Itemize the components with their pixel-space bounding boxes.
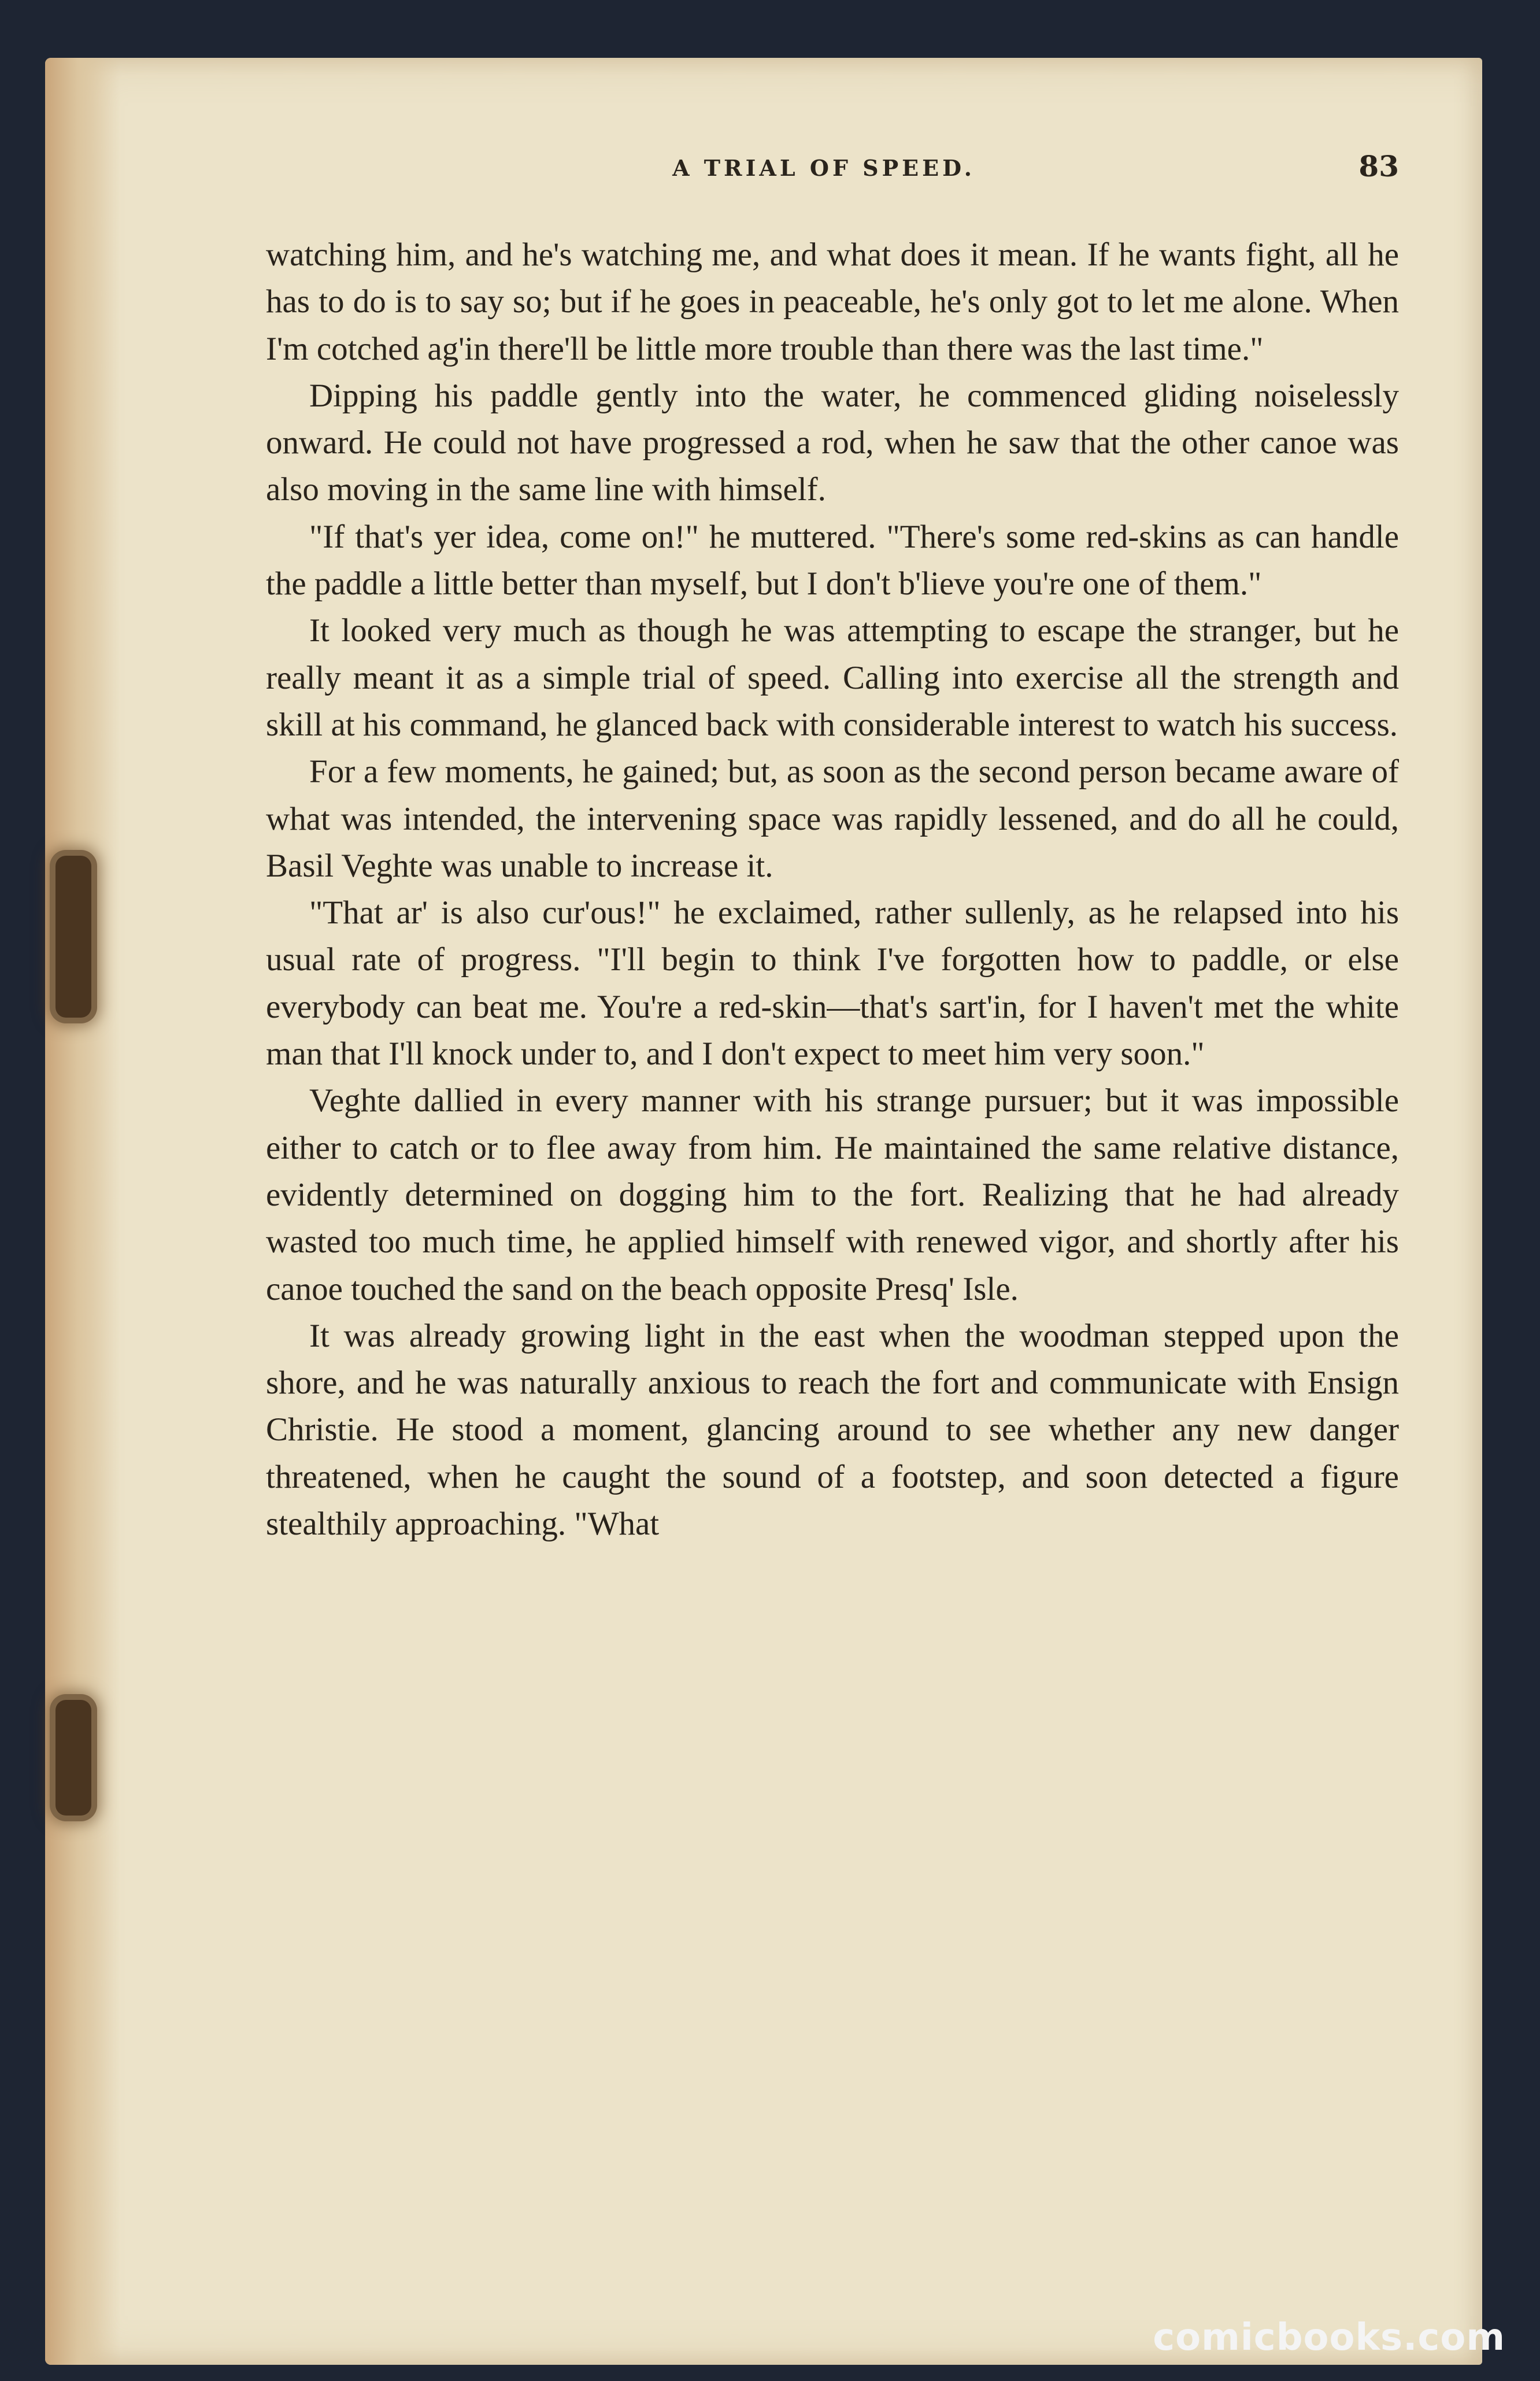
paragraph: "If that's yer idea, come on!" he muttered. "There's some red-skins as can handle the paddle a little better than myself, but I don't b'lieve you're one of them." [266, 518, 1399, 602]
paragraph: Dipping his paddle gently into the water, he commenced gliding noiselessly onward. He could not have progressed a rod, when he saw that the other canoe was also moving in the same line with himself. [266, 377, 1399, 508]
paragraph: watching him, and he's watching me, and what does it mean. If he wants fight, all he has to do is to say so; but if he goes in peaceable, he's only got to let me alone. When I'm cotched ag'in there'll be little more trouble than there was the last time." [266, 236, 1399, 367]
paragraph: For a few moments, he gained; but, as soon as the second person became aware of what was intended, the intervening space was rapidly lessened, and do all he could, Basil Veghte was unable to increase it. [266, 753, 1399, 884]
body-text [266, 231, 1399, 1547]
running-title: A TRIAL OF SPEED. [672, 155, 975, 181]
paragraph: Veghte dallied in every manner with his strange pursuer; but it was impossible either to catch or to flee away from him. He maintained the same relative distance, evidently determined on dogging him to the fort. Realizing that he had already wasted too much time, he applied himself with renewed vigor, and shortly after his canoe touched the sand on the beach opposite Presq' Isle. [266, 1082, 1399, 1307]
binding-staple-hole [55, 1700, 91, 1816]
paragraph: It was already growing light in the east when the woodman stepped upon the shore, and he was naturally anxious to reach the fort and communicate with Ensign Christie. He stood a moment, glancing around to see whether any new danger threatened, when he caught the sound of a footstep, and soon detected a figure stealthily approaching. "What [266, 1317, 1399, 1543]
binding-staple-hole [55, 856, 91, 1018]
paragraph: "That ar' is also cur'ous!" he exclaimed, rather sullenly, as he relapsed into his usual rate of progress. "I'll begin to think I've forgotten how to paddle, or else everybody can beat me. You're a red-skin—that's sart'in, for I haven't met the white man that I'll knock under to, and I don't expect to meet him very soon." [266, 894, 1399, 1073]
paragraph: It looked very much as though he was attempting to escape the stranger, but he really meant it as a simple trial of speed. Calling into exercise all the strength and skill at his command, he glanced back with considerable interest to watch his success. [266, 612, 1399, 743]
page-number: 83 [1358, 149, 1399, 183]
page-spine-shadow [45, 58, 120, 2365]
watermark: comicbooks.com [1153, 2316, 1505, 2359]
running-header [249, 149, 1399, 195]
